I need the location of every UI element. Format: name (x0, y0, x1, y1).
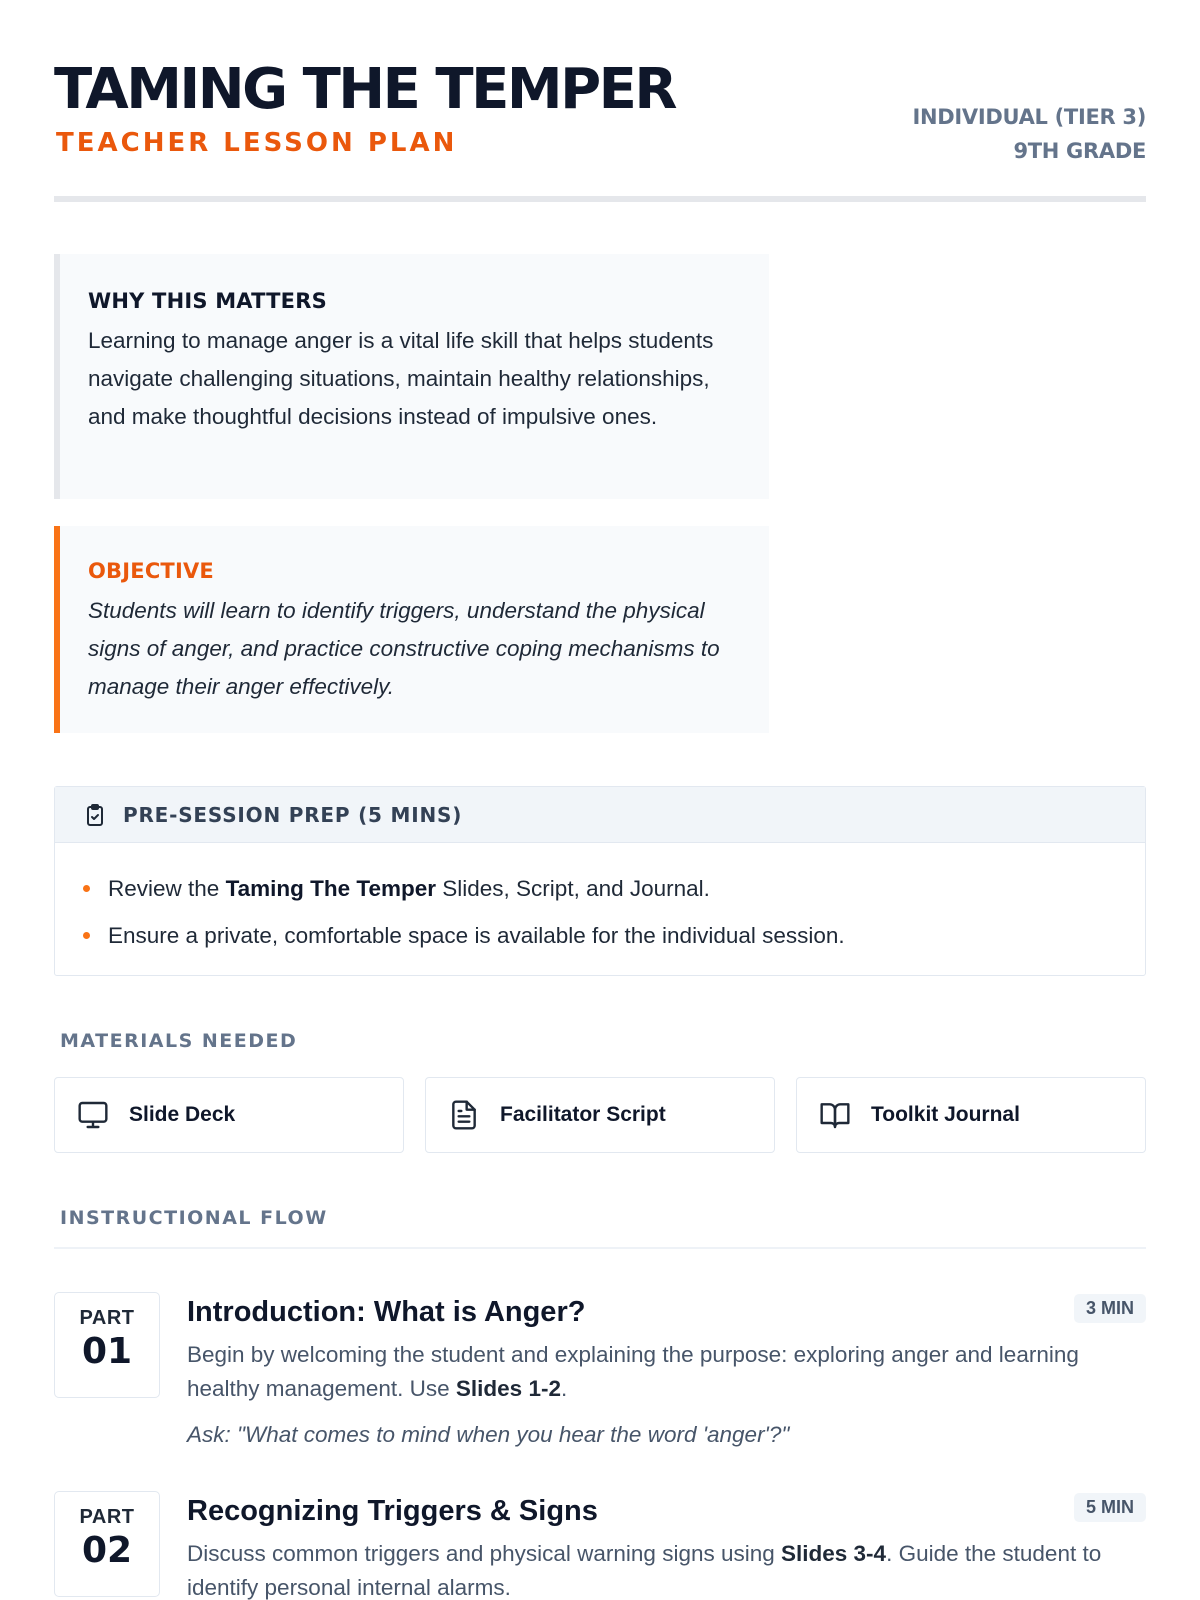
prep-heading: PRE-SESSION PREP (5 MINS) (123, 802, 463, 827)
materials-list (54, 1077, 1146, 1153)
prep-item (83, 865, 1145, 912)
bullet-dot (83, 932, 90, 939)
bullet-dot (83, 885, 90, 892)
material-facilitator-script (425, 1077, 775, 1153)
part-badge (54, 1292, 160, 1398)
time-badge: 5 MIN (1074, 1493, 1146, 1522)
material-label: Facilitator Script (500, 1103, 666, 1126)
why-text: Learning to manage anger is a vital life skill that helps students navigate challenging situations, maintain healthy relationships, and make thoughtful decisions instead of impulsive ones. (88, 328, 714, 429)
part-description: Discuss common triggers and physical warning signs using Slides 3-4. Guide the student to identify personal internal alarms. (187, 1541, 1102, 1600)
document-icon (448, 1099, 480, 1131)
prep-list (55, 843, 1145, 959)
part-title: Recognizing Triggers & Signs (187, 1495, 598, 1527)
material-slide-deck (54, 1077, 404, 1153)
book-icon (819, 1099, 851, 1131)
page-title: TAMING THE TEMPER (54, 57, 675, 122)
material-label: Slide Deck (129, 1103, 236, 1126)
part-title: Introduction: What is Anger? (187, 1296, 586, 1328)
why-heading: WHY THIS MATTERS (88, 289, 327, 313)
monitor-icon (77, 1099, 109, 1131)
time-badge: 3 MIN (1074, 1294, 1146, 1323)
header (54, 0, 1146, 202)
prep-item-text: Review the Taming The Temper Slides, Script, and Journal. (108, 876, 710, 901)
lesson-plan-page (54, 0, 1146, 1600)
grade-label: 9TH GRADE (1013, 139, 1146, 163)
objective-heading: OBJECTIVE (88, 559, 214, 583)
page-subtitle: TEACHER LESSON PLAN (56, 128, 458, 158)
materials-heading: MATERIALS NEEDED (60, 1030, 298, 1052)
part-ask-prompt: Ask: "What comes to mind when you hear the word 'anger'?" (187, 1422, 790, 1447)
material-label: Toolkit Journal (871, 1103, 1020, 1126)
part-label: PART (79, 1506, 135, 1528)
part-body (187, 1292, 1146, 1452)
why-this-matters-box (54, 254, 769, 499)
lesson-meta (912, 100, 1146, 168)
instructional-flow-heading: INSTRUCTIONAL FLOW (60, 1207, 328, 1229)
objective-box (54, 526, 769, 733)
prep-header (55, 787, 1145, 843)
part-body (187, 1491, 1146, 1600)
tier-label: INDIVIDUAL (TIER 3) (912, 105, 1146, 129)
prep-item-text: Ensure a private, comfortable space is available for the individual session. (108, 923, 845, 948)
part-badge (54, 1491, 160, 1597)
prep-item (83, 912, 1145, 959)
divider (54, 1247, 1146, 1249)
part-number: 01 (81, 1331, 133, 1372)
material-toolkit-journal (796, 1077, 1146, 1153)
clipboard-check-icon (83, 803, 107, 827)
pre-session-prep-panel (54, 786, 1146, 976)
part-number: 02 (81, 1530, 133, 1571)
objective-text: Students will learn to identify triggers, understand the physical signs of anger, and practice constructive coping mechanisms to manage their anger effectively. (88, 598, 720, 699)
part-description: Begin by welcoming the student and explaining the purpose: exploring anger and learning healthy management. Use Slides 1-2. (187, 1342, 1079, 1401)
part-label: PART (79, 1307, 135, 1329)
